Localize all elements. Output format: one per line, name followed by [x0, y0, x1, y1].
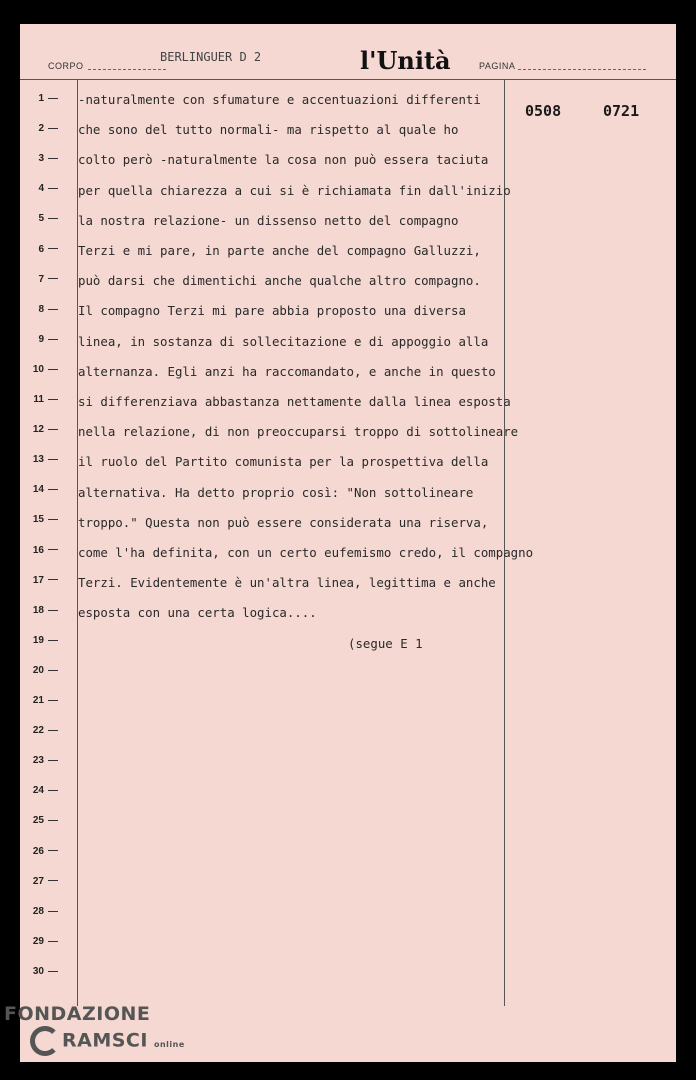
line-number: [28, 936, 68, 947]
line-number-label: 16: [32, 544, 44, 556]
line-number: [28, 93, 68, 104]
header-rule: [20, 79, 676, 80]
stamp-code-2: 0721: [603, 102, 640, 120]
line-number: [28, 213, 68, 224]
line-number-label: 10: [32, 363, 44, 375]
line-number-dash: [48, 911, 58, 912]
line-number-dash: [48, 369, 58, 370]
line-number-dash: [48, 519, 58, 520]
line-number-label: 6: [38, 243, 44, 255]
right-margin-rule: [504, 80, 505, 1006]
line-number: [28, 454, 68, 465]
line-number-dash: [48, 399, 58, 400]
line-number: [28, 484, 68, 495]
watermark-line2: RAMSCI: [62, 1029, 148, 1052]
line-number: [28, 876, 68, 887]
text-line: si differenziava abbastanza nettamente dalla linea esposta: [78, 394, 511, 409]
line-number-dash: [48, 640, 58, 641]
text-line: Terzi e mi pare, in parte anche del compagno Galluzzi,: [78, 243, 481, 258]
text-line: -naturalmente con sfumature e accentuazioni differenti: [78, 92, 481, 107]
line-number-dash: [48, 730, 58, 731]
line-number-label: 22: [32, 725, 44, 737]
line-number: [28, 906, 68, 917]
line-number-label: 23: [32, 755, 44, 767]
line-number-label: 2: [38, 123, 44, 135]
line-number-dash: [48, 309, 58, 310]
line-number-label: 1: [38, 93, 44, 104]
stamp-code-1: 0508: [525, 102, 562, 120]
text-line: può darsi che dimentichi anche qualche altro compagno.: [78, 273, 481, 289]
text-line: colto però -naturalmente la cosa non può essera taciuta: [78, 152, 489, 168]
text-line: che sono del tutto normali- ma rispetto al quale ho: [78, 122, 459, 138]
text-line: (segue E 1: [348, 636, 423, 651]
line-number: [28, 605, 68, 616]
line-number: [28, 244, 68, 255]
corpo-label: CORPO: [48, 61, 84, 71]
line-number-dash: [48, 218, 58, 219]
line-number: [28, 755, 68, 766]
line-number-dash: [48, 459, 58, 460]
line-number: [28, 514, 68, 525]
line-number-label: 20: [32, 664, 44, 676]
line-number-dash: [48, 579, 58, 580]
line-number: [28, 183, 68, 194]
line-number: [28, 334, 68, 345]
line-number-label: 11: [33, 394, 44, 405]
line-number-label: 14: [32, 484, 44, 496]
corpo-value: BERLINGUER D 2: [160, 50, 262, 64]
watermark-line1: FONDAZIONE: [4, 1003, 151, 1025]
watermark-suffix: online: [153, 1039, 185, 1049]
line-number-label: 12: [32, 424, 44, 436]
line-number-dash: [48, 790, 58, 791]
text-line: linea, in sostanza di sollecitazione e di appoggio alla: [78, 333, 489, 349]
line-number-label: 25: [32, 815, 44, 827]
line-number: [28, 304, 68, 315]
line-number: [28, 635, 68, 646]
line-number-dash: [48, 248, 58, 249]
line-number: [28, 785, 68, 796]
text-line: come l'ha definita, con un certo eufemismo credo, il compagno: [78, 545, 534, 560]
corpo-field-line: [88, 69, 166, 70]
line-number-dash: [48, 429, 58, 430]
line-number: [28, 725, 68, 736]
line-number-dash: [48, 941, 58, 942]
line-number-label: 4: [38, 183, 44, 195]
line-number-label: 13: [32, 454, 44, 466]
line-number-dash: [48, 820, 58, 821]
line-number-label: 17: [32, 574, 44, 586]
text-line: troppo." Questa non può essere considerata una riserva,: [78, 514, 489, 530]
line-number: [28, 815, 68, 826]
text-line: alternativa. Ha detto proprio così: "Non sottolineare: [78, 484, 474, 500]
masthead-logo: l'Unità: [360, 46, 451, 75]
line-number-label: 5: [38, 213, 44, 225]
line-number: [28, 966, 68, 977]
line-number: [28, 665, 68, 676]
line-number-dash: [48, 128, 58, 129]
line-number-label: 24: [32, 785, 44, 797]
typescript-page: [20, 24, 676, 1062]
line-number-label: 28: [32, 905, 44, 917]
line-number: [28, 846, 68, 857]
line-number-label: 18: [32, 604, 44, 616]
line-number-dash: [48, 760, 58, 761]
text-line: per quella chiarezza a cui si è richiamata fin dall'inizio: [78, 182, 511, 198]
line-number-label: 15: [32, 514, 44, 526]
line-number-label: 9: [38, 333, 44, 345]
line-number: [28, 123, 68, 134]
line-number-dash: [48, 700, 58, 701]
pagina-label: PAGINA: [479, 61, 516, 71]
text-line: esposta con una certa logica....: [78, 605, 317, 621]
line-number: [28, 575, 68, 586]
text-line: il ruolo del Partito comunista per la prospettiva della: [78, 454, 489, 470]
line-number-dash: [48, 670, 58, 671]
line-number-label: 30: [32, 965, 44, 977]
text-line: alternanza. Egli anzi ha raccomandato, e anche in questo: [78, 363, 496, 379]
text-line: Terzi. Evidentemente è un'altra linea, legittima e anche: [78, 575, 496, 591]
line-number-label: 27: [32, 875, 44, 887]
text-line: Il compagno Terzi mi pare abbia proposto una diversa: [78, 303, 466, 319]
line-number-dash: [48, 188, 58, 189]
line-number: [28, 153, 68, 164]
line-number-label: 29: [32, 935, 44, 947]
line-number: [28, 274, 68, 285]
line-number-dash: [48, 339, 58, 340]
text-line: la nostra relazione- un dissenso netto del compagno: [78, 212, 459, 228]
line-number-label: 21: [32, 695, 44, 706]
line-number: [28, 424, 68, 435]
line-number-dash: [48, 489, 58, 490]
text-line: nella relazione, di non preoccuparsi troppo di sottolineare: [78, 424, 519, 440]
line-number-dash: [48, 610, 58, 611]
line-number: [28, 394, 68, 405]
line-number-dash: [48, 549, 58, 550]
line-number: [28, 364, 68, 375]
line-number-label: 7: [38, 273, 44, 285]
line-number: [28, 695, 68, 706]
line-number-label: 3: [38, 153, 44, 165]
line-number-dash: [48, 98, 58, 99]
line-number-dash: [48, 158, 58, 159]
fondazione-gramsci-watermark: [4, 1002, 185, 1057]
line-number-dash: [48, 850, 58, 851]
line-number: [28, 545, 68, 556]
gramsci-g-icon: [30, 1026, 60, 1056]
line-number-label: 8: [38, 303, 44, 315]
line-number-label: 26: [32, 845, 44, 857]
line-number-dash: [48, 278, 58, 279]
pagina-field-line: [518, 69, 646, 70]
line-number-dash: [48, 880, 58, 881]
line-number-dash: [48, 971, 58, 972]
line-number-label: 19: [32, 634, 44, 646]
